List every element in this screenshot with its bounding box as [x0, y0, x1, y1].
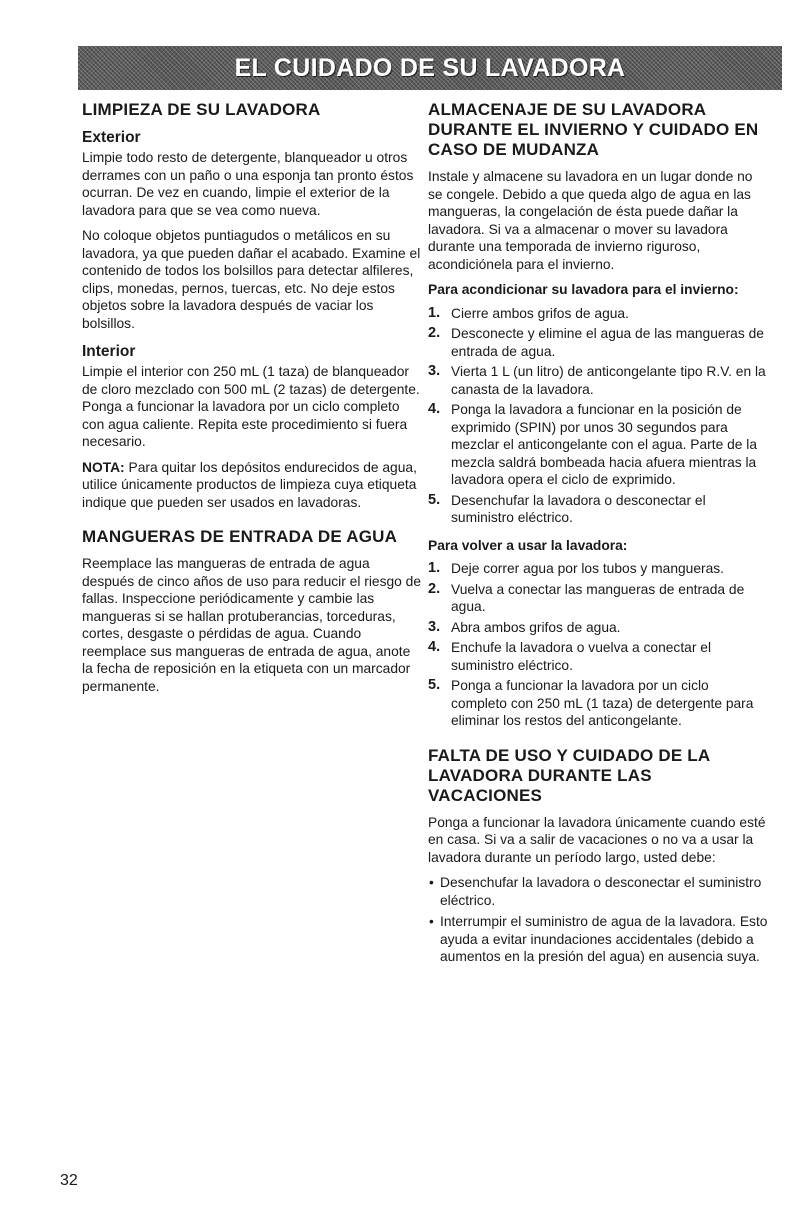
step-number: 4.	[428, 401, 441, 417]
bullet-icon: •	[429, 875, 434, 890]
step-number: 1.	[428, 560, 441, 576]
list-item	[428, 492, 768, 527]
storage-heading: ALMACENAJE DE SU LAVADORA DURANTE EL INVIERNO Y CUIDADO EN CASO DE MUDANZA	[428, 100, 759, 159]
storage-paragraph: Instale y almacene su lavadora en un lugar donde no se congele. Debido a que queda algo de agua en las mangueras, la congelación de ésta puede dañar la lavadora. Si va a almacenar o mover su lavadora durante una temporada de invierno riguroso, acondiciónela para el invierno.	[428, 169, 753, 272]
reuse-steps	[428, 560, 768, 730]
bullet-text: Interrumpir el suministro de agua de la lavadora. Esto ayuda a evitar inundaciones accidentales (debido a aumentos en la presión del agua) en ausencia suya.	[440, 914, 768, 964]
winterize-subheading: Para acondicionar su lavadora para el invierno:	[428, 282, 739, 297]
list-item	[428, 581, 768, 616]
step-text: Desconecte y elimine el agua de las mangueras de entrada de agua.	[451, 326, 764, 359]
step-number: 2.	[428, 580, 441, 597]
page-title: EL CUIDADO DE SU LAVADORA	[234, 54, 626, 82]
vacation-bullets	[428, 874, 768, 966]
list-item	[428, 874, 768, 909]
step-text: Cierre ambos grifos de agua.	[451, 305, 629, 321]
interior-note	[82, 459, 422, 512]
list-item	[428, 401, 768, 489]
step-number: 1.	[428, 304, 441, 321]
step-text: Ponga a funcionar la lavadora por un ciclo completo con 250 mL (1 taza) de detergente para eliminar los restos del anticongelante.	[451, 678, 754, 728]
title-banner	[78, 46, 782, 90]
interior-subheading: Interior	[82, 343, 136, 360]
step-text: Vuelva a conectar las mangueras de entrada de agua.	[451, 581, 745, 614]
bullet-text: Desenchufar la lavadora o desconectar el suministro eléctrico.	[440, 875, 762, 908]
hoses-paragraph: Reemplace las mangueras de entrada de agua después de cinco años de uso para reducir el riesgo de fallas. Inspeccione periódicamente y cambie las mangueras si se hallan protuberancias, torceduras, cortes, desgaste o pérdidas de agua. Cuando reemplace sus mangueras de entrada de agua, anote la fecha de reposición en la etiqueta con un marcador permanente.	[82, 556, 422, 694]
step-number: 3.	[428, 618, 441, 635]
step-text: Desenchufar la lavadora o desconectar el suministro eléctrico.	[451, 492, 706, 525]
step-number: 5.	[428, 491, 441, 508]
vacation-paragraph: Ponga a funcionar la lavadora únicamente cuando esté en casa. Si va a salir de vacaciones o no va a usar la lavadora durante un período largo, usted debe:	[428, 814, 766, 865]
list-item	[428, 305, 768, 323]
reuse-subheading: Para volver a usar la lavadora:	[428, 537, 628, 553]
step-number: 2.	[428, 325, 441, 341]
list-item	[428, 639, 768, 674]
step-text: Ponga la lavadora a funcionar en la posición de exprimido (SPIN) por unos 30 segundos para mezclar el anticongelante con el agua. Parte de la mezcla saldrá bombeada hacia afuera mientras la lavadora opera el ciclo de exprimido.	[451, 402, 758, 487]
step-text: Enchufe la lavadora o vuelva a conectar el suministro eléctrico.	[451, 640, 712, 673]
right-column	[428, 100, 768, 970]
exterior-paragraph-1: Limpie todo resto de detergente, blanqueador u otros derrames con un paño o una esponja tan pronto éstos ocurran. De vez en cuando, limpie el exterior de la lavadora para que se vea como nueva.	[82, 150, 414, 218]
list-item	[428, 363, 768, 398]
list-item	[428, 913, 768, 966]
list-item	[428, 619, 768, 637]
left-column	[82, 100, 422, 703]
exterior-paragraph-2: No coloque objetos puntiagudos o metálicos en su lavadora, ya que pueden dañar el acabado. Examine el contenido de todos los bolsillos para detectar alfileres, clips, monedas, pernos, tuercas, etc. No deje estos objetos sobre la lavadora después de vaciar los bolsillos.	[82, 228, 421, 331]
list-item	[428, 560, 768, 578]
note-text: Para quitar los depósitos endurecidos de agua, utilice únicamente productos de limpieza cuya etiqueta indique que pueden ser usados en lavadoras.	[82, 459, 417, 510]
vacation-heading: FALTA DE USO Y CUIDADO DE LA LAVADORA DURANTE LAS VACACIONES	[428, 745, 710, 805]
winterize-steps	[428, 305, 768, 527]
step-number: 4.	[428, 639, 441, 655]
step-number: 3.	[428, 363, 441, 379]
step-text: Vierta 1 L (un litro) de anticongelante tipo R.V. en la canasta de la lavadora.	[451, 364, 766, 397]
list-item	[428, 677, 768, 730]
interior-paragraph: Limpie el interior con 250 mL (1 taza) de blanqueador de cloro mezclado con 500 mL (2 tazas) de detergente. Ponga a funcionar la lavadora por un ciclo completo con agua caliente. Repita este procedimiento si fuera necesario.	[82, 364, 420, 449]
step-text: Abra ambos grifos de agua.	[451, 619, 621, 635]
page-number: 32	[60, 1172, 78, 1189]
list-item	[428, 325, 768, 360]
exterior-subheading: Exterior	[82, 129, 141, 146]
hoses-heading: MANGUERAS DE ENTRADA DE AGUA	[82, 527, 398, 546]
note-label: NOTA:	[82, 459, 125, 475]
cleaning-heading: LIMPIEZA DE SU LAVADORA	[82, 100, 321, 119]
step-text: Deje correr agua por los tubos y mangueras.	[451, 561, 725, 576]
bullet-icon: •	[429, 914, 434, 929]
step-number: 5.	[428, 677, 441, 693]
